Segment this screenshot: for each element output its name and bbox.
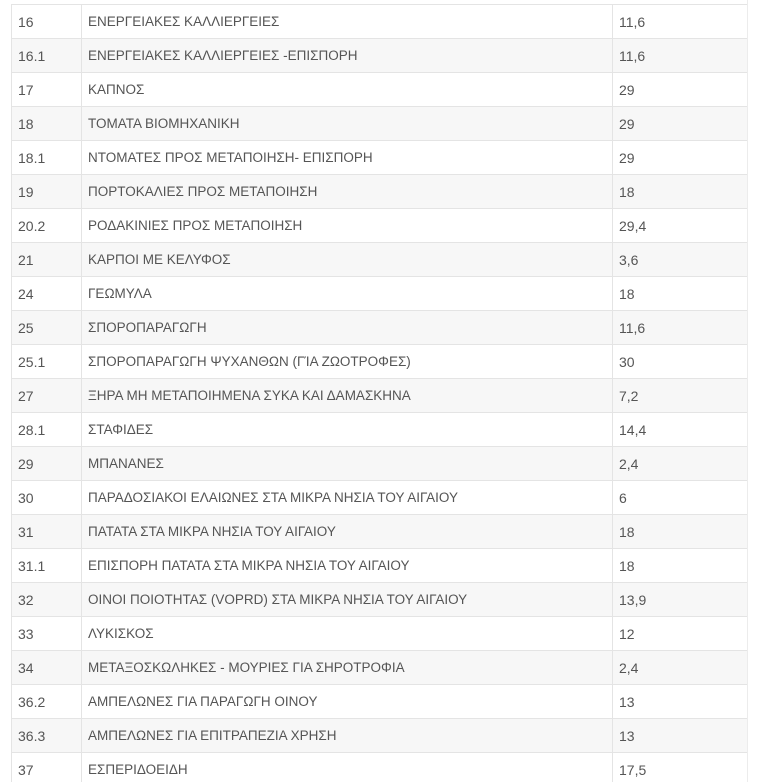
- cell-code: 25.1: [12, 345, 82, 379]
- cell-value: 29: [613, 141, 748, 175]
- cell-value: 29: [613, 107, 748, 141]
- cell-value: 2,4: [613, 651, 748, 685]
- cell-name: ΚΑΠΝΟΣ: [82, 73, 613, 107]
- table-row: [12, 209, 748, 243]
- table-row: [12, 73, 748, 107]
- cell-code: 16: [12, 5, 82, 39]
- cell-code: 32: [12, 583, 82, 617]
- cell-value: 13: [613, 685, 748, 719]
- cell-name: ΚΑΡΠΟΙ ΜΕ ΚΕΛΥΦΟΣ: [82, 243, 613, 277]
- right-divider: [747, 0, 748, 782]
- table-row: [12, 685, 748, 719]
- cell-name: ΣΤΑΦΙΔΕΣ: [82, 413, 613, 447]
- cell-value: 13,9: [613, 583, 748, 617]
- cell-value: 11,6: [613, 39, 748, 73]
- table-row: [12, 447, 748, 481]
- cell-name: ΣΠΟΡΟΠΑΡΑΓΩΓΗ: [82, 311, 613, 345]
- cell-value: 2,4: [613, 447, 748, 481]
- cell-code: 20.2: [12, 209, 82, 243]
- table-row: [12, 719, 748, 753]
- cell-name: ΑΜΠΕΛΩΝΕΣ ΓΙΑ ΠΑΡΑΓΩΓΗ ΟΙΝΟΥ: [82, 685, 613, 719]
- cell-name: ΕΝΕΡΓΕΙΑΚΕΣ ΚΑΛΛΙΕΡΓΕΙΕΣ -ΕΠΙΣΠΟΡΗ: [82, 39, 613, 73]
- cell-code: 27: [12, 379, 82, 413]
- cell-value: 18: [613, 515, 748, 549]
- cell-code: 31: [12, 515, 82, 549]
- table-row: [12, 753, 748, 782]
- cell-code: 19: [12, 175, 82, 209]
- cell-name: ΞΗΡΑ ΜΗ ΜΕΤΑΠΟΙΗΜΕΝΑ ΣΥΚΑ ΚΑΙ ΔΑΜΑΣΚΗΝΑ: [82, 379, 613, 413]
- cell-value: 29,4: [613, 209, 748, 243]
- cell-value: 17,5: [613, 753, 748, 782]
- table-row: [12, 243, 748, 277]
- table-row: [12, 107, 748, 141]
- cell-code: 16.1: [12, 39, 82, 73]
- table-row: [12, 379, 748, 413]
- cell-name: ΕΠΙΣΠΟΡΗ ΠΑΤΑΤΑ ΣΤΑ ΜΙΚΡΑ ΝΗΣΙΑ ΤΟΥ ΑΙΓΑΙΟΥ: [82, 549, 613, 583]
- cell-name: ΡΟΔΑΚΙΝΙΕΣ ΠΡΟΣ ΜΕΤΑΠΟΙΗΣΗ: [82, 209, 613, 243]
- table-row: [12, 617, 748, 651]
- cell-name: ΑΜΠΕΛΩΝΕΣ ΓΙΑ ΕΠΙΤΡΑΠΕΖΙΑ ΧΡΗΣΗ: [82, 719, 613, 753]
- cell-code: 33: [12, 617, 82, 651]
- cell-value: 13: [613, 719, 748, 753]
- cell-code: 18.1: [12, 141, 82, 175]
- cell-value: 11,6: [613, 311, 748, 345]
- table-row: [12, 583, 748, 617]
- cell-name: ΕΣΠΕΡΙΔΟΕΙΔΗ: [82, 753, 613, 782]
- cell-value: 3,6: [613, 243, 748, 277]
- crop-table-body: [12, 5, 748, 782]
- table-row: [12, 39, 748, 73]
- cell-code: 36.3: [12, 719, 82, 753]
- table-row: [12, 549, 748, 583]
- cell-code: 28.1: [12, 413, 82, 447]
- table-row: [12, 311, 748, 345]
- table-row: [12, 481, 748, 515]
- cell-name: ΣΠΟΡΟΠΑΡΑΓΩΓΗ ΨΥΧΑΝΘΩΝ (ΓΊΑ ΖΩΟΤΡΟΦΕΣ): [82, 345, 613, 379]
- cell-code: 36.2: [12, 685, 82, 719]
- cell-code: 29: [12, 447, 82, 481]
- cell-value: 12: [613, 617, 748, 651]
- cell-name: ΜΕΤΑΞΟΣΚΩΛΗΚΕΣ - ΜΟΥΡΙΕΣ ΓΙΑ ΣΗΡΟΤΡΟΦΙΑ: [82, 651, 613, 685]
- cell-code: 17: [12, 73, 82, 107]
- cell-name: ΠΑΤΑΤΑ ΣΤΑ ΜΙΚΡΑ ΝΗΣΙΑ ΤΟΥ ΑΙΓΑΙΟΥ: [82, 515, 613, 549]
- cell-value: 18: [613, 277, 748, 311]
- table-row: [12, 515, 748, 549]
- cell-name: ΟΙΝΟΙ ΠΟΙΟΤΗΤΑΣ (VOPRD) ΣΤΑ ΜΙΚΡΑ ΝΗΣΙΑ ΤΟΥ ΑΙΓΑΙΟΥ: [82, 583, 613, 617]
- table-row: [12, 141, 748, 175]
- cell-value: 7,2: [613, 379, 748, 413]
- cell-code: 34: [12, 651, 82, 685]
- cell-value: 6: [613, 481, 748, 515]
- table-row: [12, 413, 748, 447]
- cell-code: 24: [12, 277, 82, 311]
- cell-code: 30: [12, 481, 82, 515]
- cell-value: 18: [613, 175, 748, 209]
- cell-name: ΤΟΜΑΤΑ ΒΙΟΜΗΧΑΝΙΚΗ: [82, 107, 613, 141]
- cell-value: 14,4: [613, 413, 748, 447]
- cell-value: 18: [613, 549, 748, 583]
- crop-table-container: [11, 4, 747, 782]
- cell-name: ΜΠΑΝΑΝΕΣ: [82, 447, 613, 481]
- cell-name: ΕΝΕΡΓΕΙΑΚΕΣ ΚΑΛΛΙΕΡΓΕΙΕΣ: [82, 5, 613, 39]
- cell-name: ΠΑΡΑΔΟΣΙΑΚΟΙ ΕΛΑΙΩΝΕΣ ΣΤΑ ΜΙΚΡΑ ΝΗΣΙΑ ΤΟΥ ΑΙΓΑΙΟΥ: [82, 481, 613, 515]
- cell-code: 37: [12, 753, 82, 782]
- cell-code: 31.1: [12, 549, 82, 583]
- cell-code: 21: [12, 243, 82, 277]
- cell-value: 30: [613, 345, 748, 379]
- table-row: [12, 651, 748, 685]
- cell-name: ΠΟΡΤΟΚΑΛΙΕΣ ΠΡΟΣ ΜΕΤΑΠΟΙΗΣΗ: [82, 175, 613, 209]
- cell-code: 18: [12, 107, 82, 141]
- cell-code: 25: [12, 311, 82, 345]
- crop-table: [11, 4, 748, 782]
- table-row: [12, 277, 748, 311]
- cell-name: ΓΕΩΜΥΛΑ: [82, 277, 613, 311]
- cell-value: 11,6: [613, 5, 748, 39]
- cell-name: ΝΤΟΜΑΤΕΣ ΠΡΟΣ ΜΕΤΑΠΟΙΗΣΗ- ΕΠΙΣΠΟΡΗ: [82, 141, 613, 175]
- cell-name: ΛΥΚΙΣΚΟΣ: [82, 617, 613, 651]
- table-row: [12, 5, 748, 39]
- table-row: [12, 345, 748, 379]
- table-row: [12, 175, 748, 209]
- cell-value: 29: [613, 73, 748, 107]
